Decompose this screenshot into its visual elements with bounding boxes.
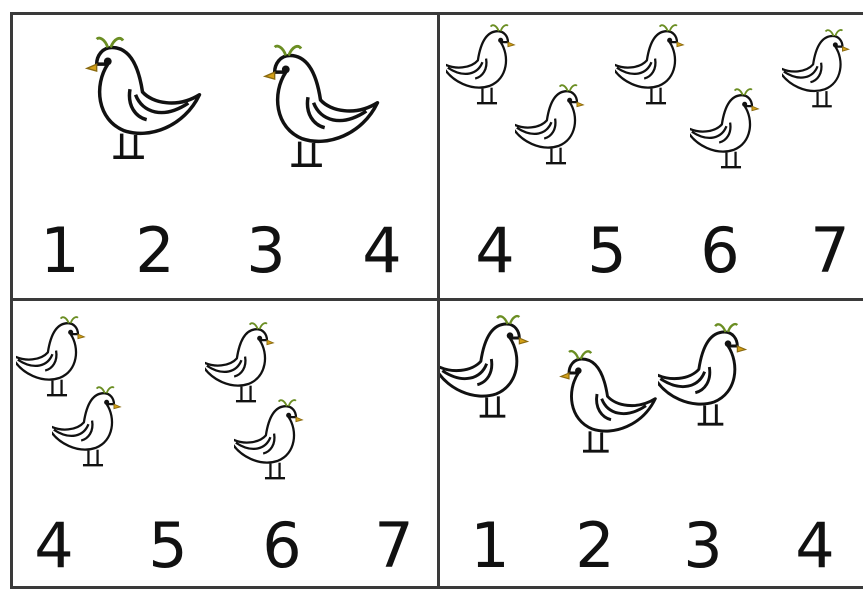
number-option[interactable]: 4 xyxy=(362,214,402,287)
chick-icon xyxy=(52,382,134,470)
chick-icon xyxy=(440,310,545,422)
number-option[interactable]: 5 xyxy=(148,509,188,582)
number-option[interactable]: 4 xyxy=(795,509,835,582)
chick-icon xyxy=(515,80,597,168)
number-option[interactable]: 3 xyxy=(683,509,723,582)
number-option[interactable]: 6 xyxy=(262,509,302,582)
number-option[interactable]: 1 xyxy=(470,509,510,582)
number-option[interactable]: 7 xyxy=(374,509,414,582)
chick-icon xyxy=(690,84,772,172)
number-option[interactable]: 6 xyxy=(700,214,740,287)
horizontal-divider xyxy=(10,298,863,301)
number-option[interactable]: 7 xyxy=(810,214,850,287)
number-option[interactable]: 5 xyxy=(587,214,627,287)
chick-icon xyxy=(615,20,697,108)
number-option[interactable]: 4 xyxy=(34,509,74,582)
number-option[interactable]: 2 xyxy=(135,214,175,287)
number-option[interactable]: 4 xyxy=(475,214,515,287)
chick-icon xyxy=(205,318,287,406)
chick-icon xyxy=(658,318,763,430)
chick-icon xyxy=(80,30,205,165)
number-option[interactable]: 2 xyxy=(575,509,615,582)
number-option[interactable]: 3 xyxy=(246,214,286,287)
chick-icon xyxy=(555,345,660,457)
number-option[interactable]: 1 xyxy=(40,214,80,287)
chick-icon xyxy=(234,395,316,483)
chick-icon xyxy=(258,38,383,173)
chick-icon xyxy=(782,24,862,112)
